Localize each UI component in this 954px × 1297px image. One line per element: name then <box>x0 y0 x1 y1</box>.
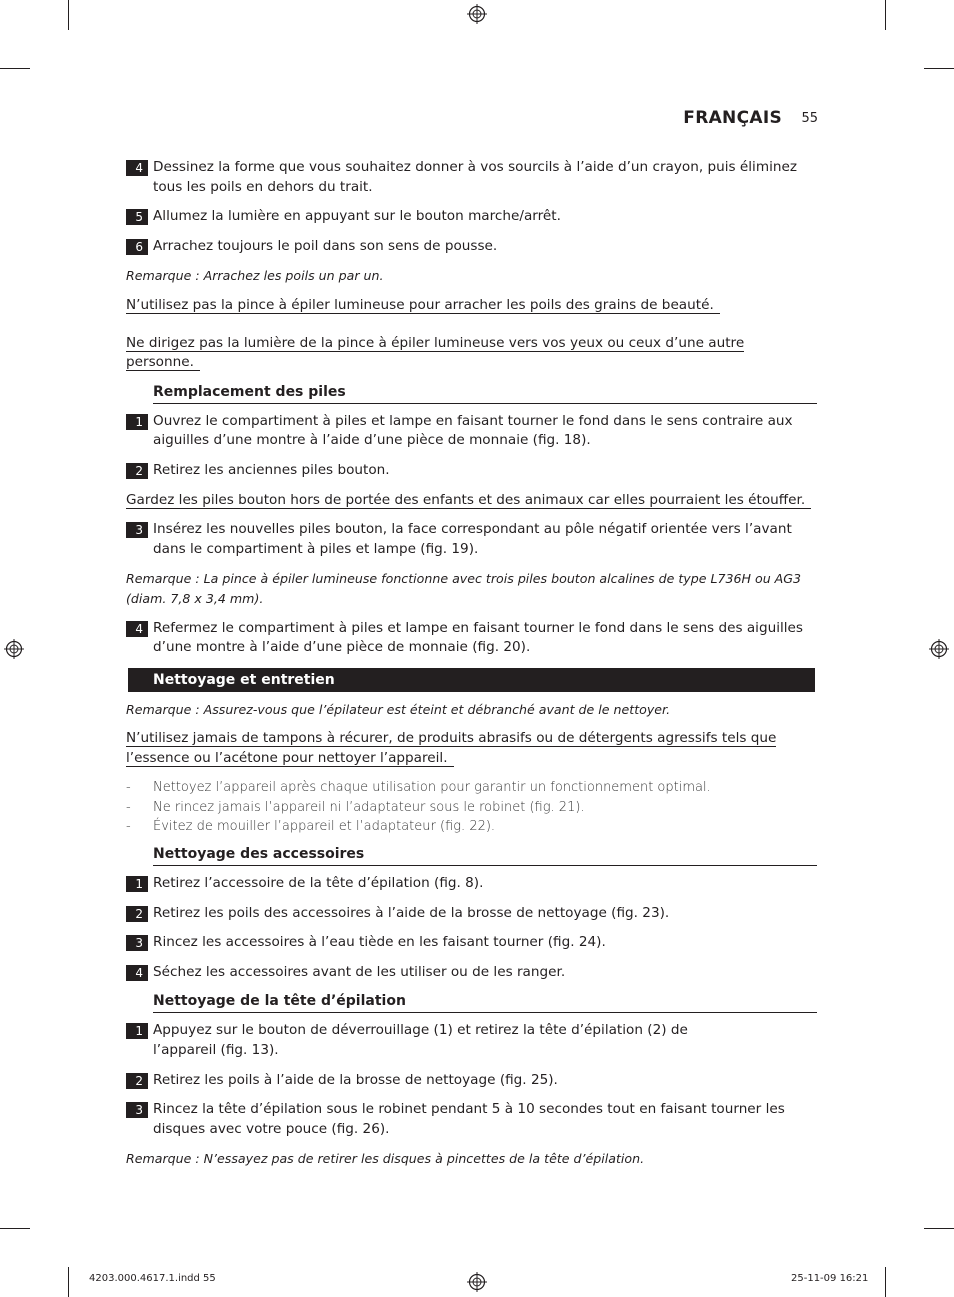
list-item: - Nettoyez l’appareil après chaque utilisation pour garantir un fonctionnement optimal. <box>126 778 817 798</box>
warning-text: N’utilisez jamais de tampons à récurer, de produits abrasifs ou de détergents agressifs tels que l’essence ou l’acétone pour nettoyer l’appareil. <box>126 730 777 766</box>
step-text: Rincez la tête d’épilation sous le robinet pendant 5 à 10 secondes tout en faisant tourner les disques avec votre pouce (fig. 26). <box>153 1101 785 1137</box>
step-number: 2 <box>126 1073 148 1089</box>
list-item: - Ne rincez jamais l’appareil ni l’adaptateur sous le robinet (fig. 21). <box>126 798 817 818</box>
step-number: 5 <box>126 209 148 225</box>
step-number: 1 <box>126 1023 148 1039</box>
crop-mark-icon <box>885 0 886 30</box>
step-text: Retirez les anciennes piles bouton. <box>153 461 390 478</box>
list-item: - Évitez de mouiller l’appareil et l’adaptateur (fig. 22). <box>126 817 817 837</box>
crop-mark-icon <box>68 1267 69 1297</box>
section-heading: Nettoyage de la tête d’épilation <box>153 992 817 1013</box>
registration-mark-icon <box>4 639 24 659</box>
section-heading-bar: Nettoyage et entretien <box>128 668 815 692</box>
step-item <box>126 1021 817 1060</box>
step-item <box>126 237 817 257</box>
note-text: Remarque : Assurez-vous que l’épilateur est éteint et débranché avant de le nettoyer. <box>126 701 671 717</box>
footer-date-label: 25-11-09 16:21 <box>791 1273 869 1284</box>
registration-mark-icon <box>929 639 949 659</box>
section-heading: Nettoyage des accessoires <box>153 845 817 866</box>
step-text: Retirez les poils des accessoires à l’aide de la brosse de nettoyage (fig. 23). <box>153 904 670 921</box>
note-text: Remarque : N’essayez pas de retirer les disques à pincettes de la tête d’épilation. <box>126 1151 645 1167</box>
step-number: 1 <box>126 414 148 430</box>
step-number: 4 <box>126 160 148 176</box>
step-text: Appuyez sur le bouton de déverrouillage (1) et retirez la tête d’épilation (2) de l’appareil (fig. 13). <box>153 1022 688 1058</box>
step-text: Arrachez toujours le poil dans son sens de pousse. <box>153 237 498 254</box>
step-item <box>126 412 817 451</box>
step-text: Ouvrez le compartiment à piles et lampe en faisant tourner le fond dans le sens contraire aux aiguilles d’une montre à l’aide d’une pièce de monnaie (fig. 18). <box>153 412 793 449</box>
step-text: Rincez les accessoires à l’eau tiède en les faisant tourner (fig. 24). <box>153 934 606 951</box>
step-item <box>126 520 817 559</box>
step-item <box>126 207 817 227</box>
note-text: Remarque : Arrachez les poils un par un. <box>126 268 384 284</box>
page-number: 55 <box>801 111 818 126</box>
crop-mark-icon <box>0 1228 30 1229</box>
crop-mark-icon <box>924 68 954 69</box>
step-text: Retirez l’accessoire de la tête d’épilation (fig. 8). <box>153 874 484 891</box>
step-text: Refermez le compartiment à piles et lampe en faisant tourner le fond dans le sens des aiguilles d’une montre à l’aide d’une pièce de monnaie (fig. 20). <box>153 619 803 656</box>
section-heading: Remplacement des piles <box>153 383 817 404</box>
registration-mark-icon <box>467 4 487 24</box>
page-content <box>126 158 817 1179</box>
step-number: 2 <box>126 463 148 479</box>
step-number: 1 <box>126 876 148 892</box>
step-item <box>126 963 817 983</box>
step-item <box>126 619 817 658</box>
step-number: 3 <box>126 935 148 951</box>
warning-text: Gardez les piles bouton hors de portée des enfants et des animaux car elles pourraient les étouffer. <box>126 491 817 511</box>
step-item <box>126 461 817 481</box>
step-number: 4 <box>126 965 148 981</box>
crop-mark-icon <box>0 68 30 69</box>
step-number: 3 <box>126 522 148 538</box>
step-item <box>126 874 817 894</box>
step-item <box>126 1100 817 1139</box>
step-number: 4 <box>126 621 148 637</box>
step-item <box>126 933 817 953</box>
step-number: 2 <box>126 906 148 922</box>
step-number: 6 <box>126 239 148 255</box>
crop-mark-icon <box>924 1228 954 1229</box>
step-item <box>126 158 817 197</box>
crop-mark-icon <box>68 0 69 30</box>
note-text: Remarque : La pince à épiler lumineuse fonctionne avec trois piles bouton alcalines de type L736H ou AG3 (diam. 7,8 x 3,4 mm). <box>126 571 802 606</box>
step-text: Retirez les poils à l’aide de la brosse de nettoyage (fig. 25). <box>153 1071 558 1088</box>
crop-mark-icon <box>885 1267 886 1297</box>
warning-text: Ne dirigez pas la lumière de la pince à épiler lumineuse vers vos yeux ou ceux d’une autre personne. <box>126 334 745 371</box>
step-item <box>126 904 817 924</box>
footer-file-label: 4203.000.4617.1.indd 55 <box>89 1273 216 1284</box>
step-text: Insérez les nouvelles piles bouton, la face correspondant au pôle négatif orientée vers l’avant dans le compartiment à piles et lampe (fig. 19). <box>153 521 792 557</box>
step-number: 3 <box>126 1102 148 1118</box>
step-item <box>126 1071 817 1091</box>
step-text: Dessinez la forme que vous souhaitez donner à vos sourcils à l’aide d’un crayon, puis éliminez tous les poils en dehors du trait. <box>153 159 797 195</box>
language-label: FRANÇAIS <box>683 108 782 128</box>
warning-text: N’utilisez pas la pince à épiler lumineuse pour arracher les poils des grains de beauté. <box>126 296 817 316</box>
step-text: Séchez les accessoires avant de les utiliser ou de les ranger. <box>153 963 566 980</box>
step-text: Allumez la lumière en appuyant sur le bouton marche/arrêt. <box>153 208 561 225</box>
registration-mark-icon <box>467 1272 487 1292</box>
tips-list <box>126 778 817 837</box>
